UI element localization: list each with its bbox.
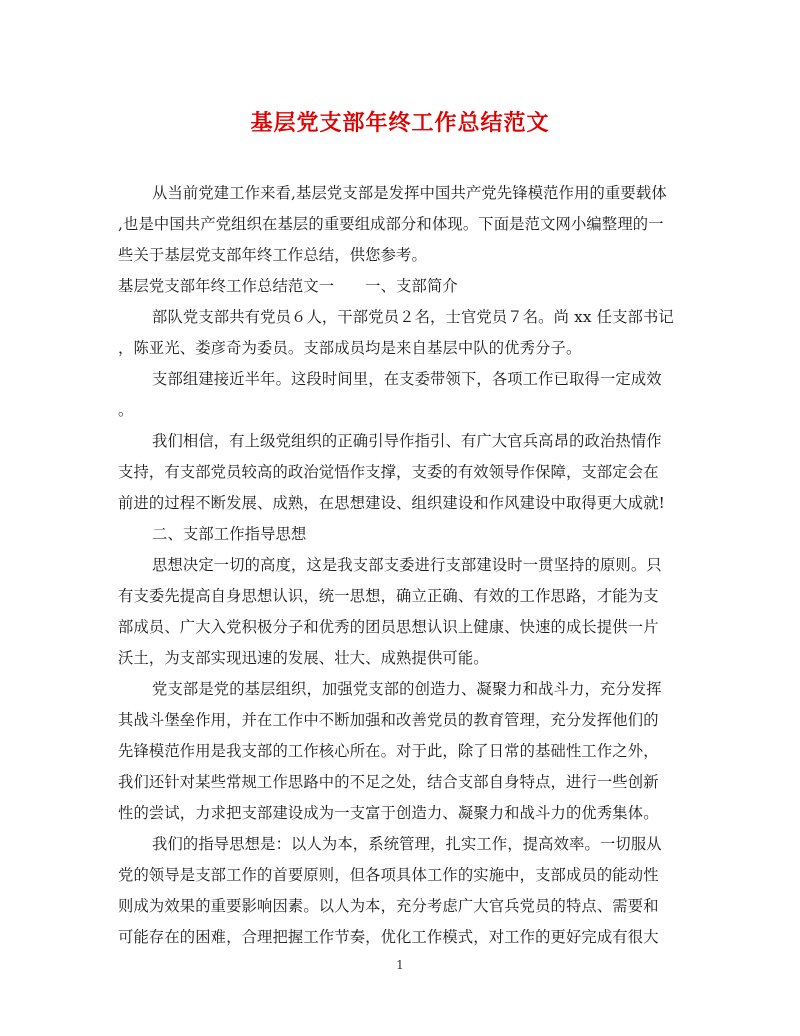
body-line: 其战斗堡垒作用，并在工作中不断加强和改善党员的教育管理，充分发挥他们的 bbox=[118, 711, 659, 729]
body-line: 从当前党建工作来看,基层党支部是发挥中国共产党先锋模范作用的重要载体 bbox=[152, 184, 667, 202]
document-title: 基层党支部年终工作总结范文 bbox=[250, 110, 550, 136]
section-heading-line: 基层党支部年终工作总结范文一 一、支部简介 bbox=[118, 277, 458, 295]
body-line: 我们相信，有上级党组织的正确引导作指引、有广大官兵高昂的政治热情作 bbox=[152, 432, 662, 450]
body-line: 性的尝试，力求把支部建设成为一支富于创造力、凝聚力和战斗力的优秀集体。 bbox=[118, 804, 659, 822]
body-line: 我们的指导思想是：以人为本，系统管理，扎实工作，提高效率。一切服从 bbox=[152, 835, 662, 853]
body-line: 思想决定一切的高度，这是我支部支委进行支部建设时一贯坚持的原则。只 bbox=[152, 556, 662, 574]
body-line: 支部组建接近半年。这段时间里，在支委带领下，各项工作已取得一定成效 bbox=[152, 370, 662, 388]
body-line: ，陈亚光、娄彦奇为委员。支部成员均是来自基层中队的优秀分子。 bbox=[118, 339, 582, 357]
body-line: 我们还针对某些常规工作思路中的不足之处，结合支部自身特点，进行一些创新 bbox=[118, 773, 659, 791]
body-line: ,也是中国共产党组织在基层的重要组成部分和体现。下面是范文网小编整理的一 bbox=[118, 215, 664, 233]
body-line: 。 bbox=[118, 401, 134, 419]
body-line: 先锋模范作用是我支部的工作核心所在。对于此，除了日常的基础性工作之外， bbox=[118, 742, 659, 760]
body-line: 党的领导是支部工作的首要原则，但各项具体工作的实施中，支部成员的能动性 bbox=[118, 866, 659, 884]
body-line: 可能存在的困难，合理把握工作节奏，优化工作模式，对工作的更好完成有很大 bbox=[118, 928, 659, 946]
body-line: 有支委先提高自身思想认识，统一思想，确立正确、有效的工作思路，才能为支 bbox=[118, 587, 659, 605]
body-line: 沃土，为支部实现迅速的发展、壮大、成熟提供可能。 bbox=[118, 649, 489, 667]
page-number: 1 bbox=[396, 958, 404, 972]
body-line: 些关于基层党支部年终工作总结，供您参考。 bbox=[118, 246, 427, 264]
body-line: 则成为效果的重要影响因素。以人为本，充分考虑广大官兵党员的特点、需要和 bbox=[118, 897, 659, 915]
body-line: 支持，有支部党员较高的政治觉悟作支撑，支委的有效领导作保障，支部定会在 bbox=[118, 463, 659, 481]
body-line: 部队党支部共有党员６人，干部党员２名，士官党员７名。尚 xx 任支部书记 bbox=[152, 308, 674, 326]
body-line: 前进的过程不断发展、成熟，在思想建设、组织建设和作风建设中取得更大成就! bbox=[118, 494, 665, 512]
document-body bbox=[118, 178, 683, 953]
section-heading-line: 二、支部工作指导思想 bbox=[152, 525, 307, 543]
body-line: 部成员、广大入党积极分子和优秀的团员思想认识上健康、快速的成长提供一片 bbox=[118, 618, 659, 636]
body-line: 党支部是党的基层组织，加强党支部的创造力、凝聚力和战斗力，充分发挥 bbox=[152, 680, 662, 698]
